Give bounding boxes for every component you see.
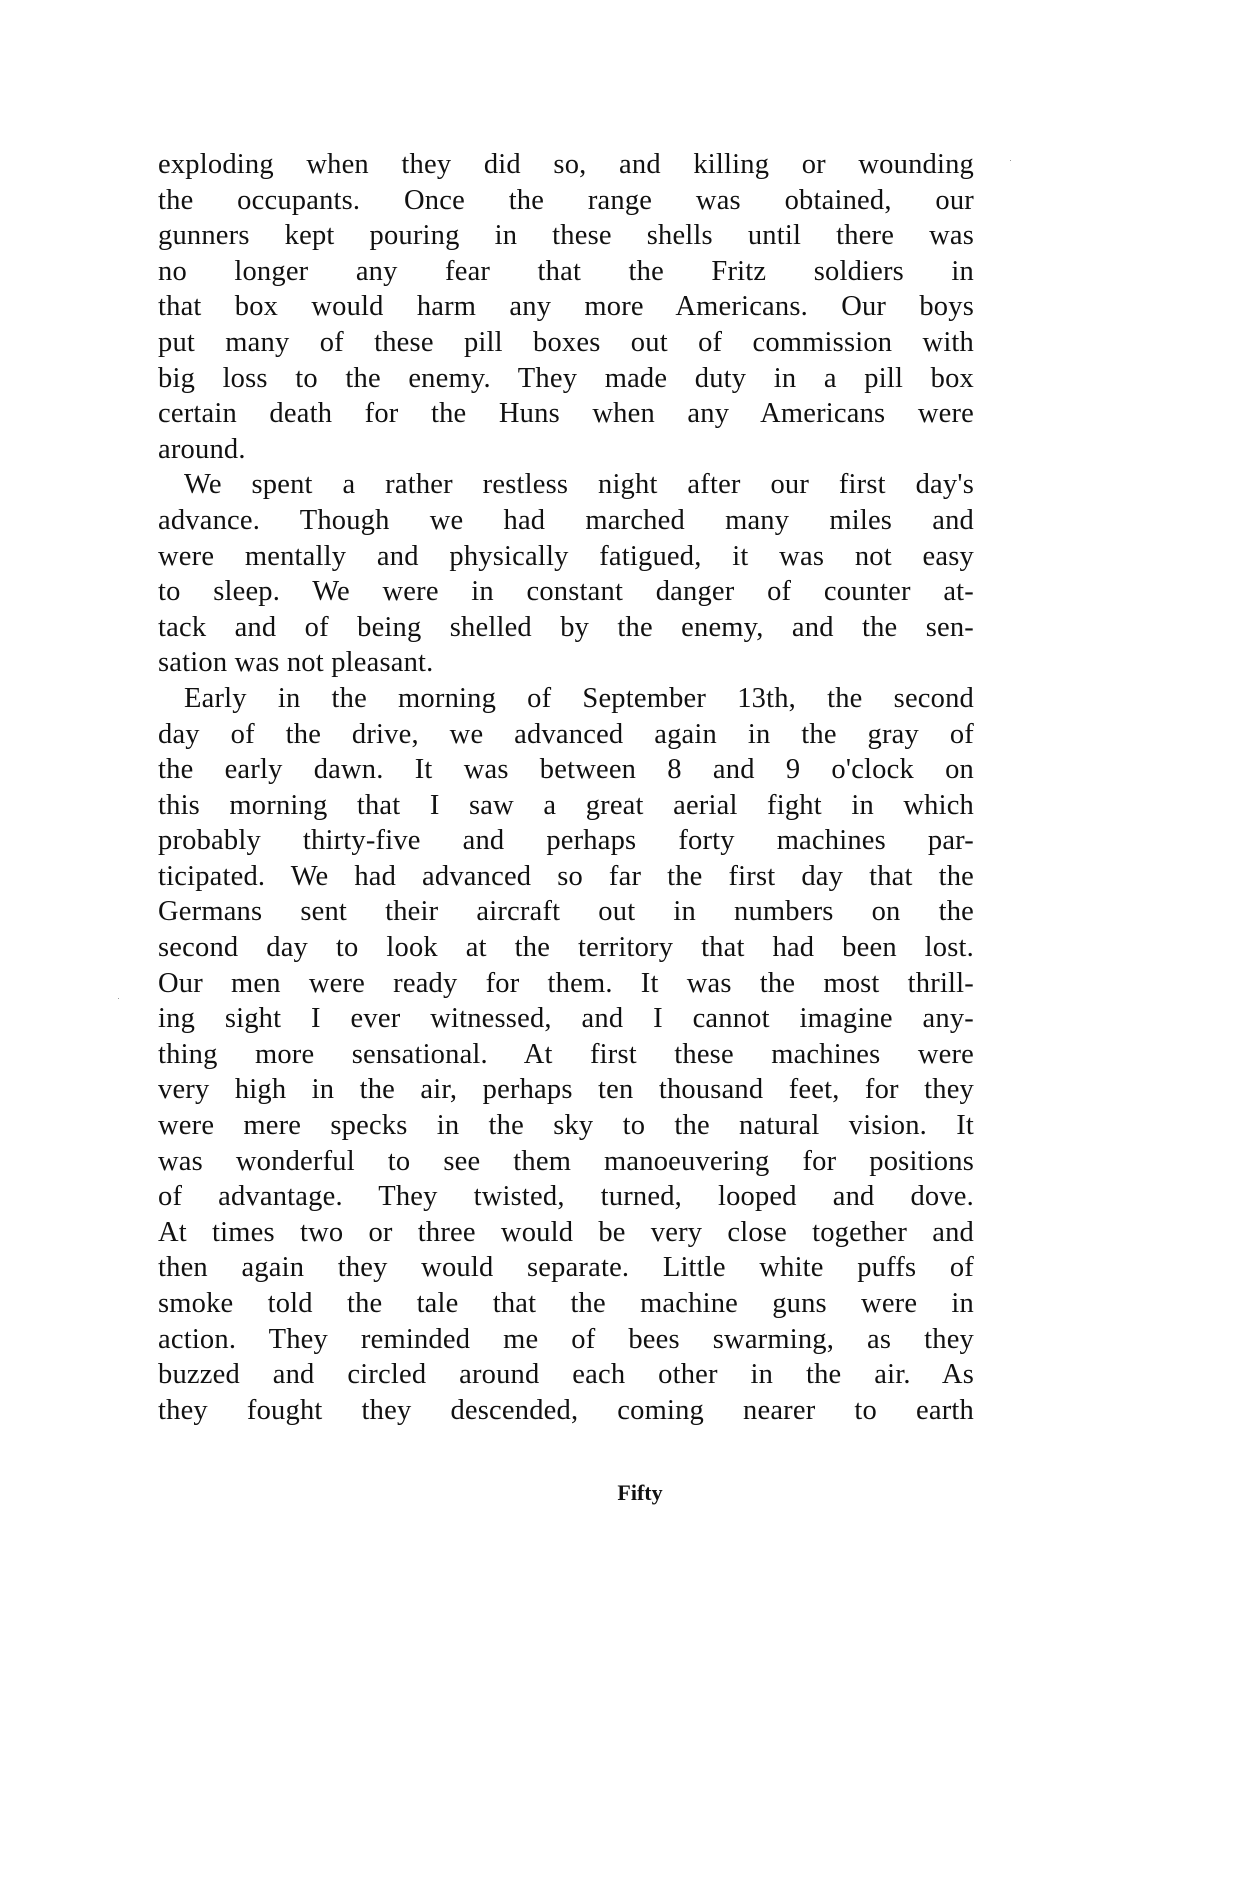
text-line: second day to look at the territory that had been lost. bbox=[158, 932, 974, 964]
text-line: tack and of being shelled by the enemy, and the sen- bbox=[158, 611, 974, 643]
text-line: were mere specks in the sky to the natural vision. It bbox=[158, 1110, 974, 1142]
text-line: ing sight I ever witnessed, and I cannot imagine any- bbox=[158, 1003, 974, 1035]
text-line: Early in the morning of September 13th, the second bbox=[184, 682, 974, 714]
text-line: smoke told the tale that the machine guns were in bbox=[158, 1288, 974, 1319]
text-line: around. bbox=[158, 433, 246, 465]
text-line: this morning that I saw a great aerial fight in which bbox=[158, 789, 974, 821]
text-line: buzzed and circled around each other in the air. As bbox=[158, 1359, 974, 1391]
text-line: We spent a rather restless night after our first day's bbox=[184, 469, 974, 501]
paragraph bbox=[158, 681, 974, 1428]
body-text bbox=[158, 147, 974, 1428]
text-line: Our men were ready for them. It was the most thrill- bbox=[158, 967, 974, 999]
paragraph bbox=[158, 147, 974, 467]
text-line: of advantage. They twisted, turned, looped and dove. bbox=[158, 1181, 974, 1213]
text-line: certain death for the Huns when any Americans were bbox=[158, 398, 974, 430]
text-line: thing more sensational. At first these machines were bbox=[158, 1038, 974, 1070]
text-line: no longer any fear that the Fritz soldiers in bbox=[158, 255, 974, 287]
text-line: exploding when they did so, and killing or wounding bbox=[158, 149, 974, 180]
text-line: the occupants. Once the range was obtained, our bbox=[158, 184, 974, 216]
text-line: action. They reminded me of bees swarming, as they bbox=[158, 1323, 974, 1355]
text-line: very high in the air, perhaps ten thousand feet, for they bbox=[158, 1074, 974, 1106]
text-line: day of the drive, we advanced again in the gray of bbox=[158, 718, 974, 750]
paragraph bbox=[158, 467, 974, 681]
text-line: big loss to the enemy. They made duty in a pill box bbox=[158, 362, 974, 394]
text-line: to sleep. We were in constant danger of counter at- bbox=[158, 576, 974, 608]
text-line: put many of these pill boxes out of commission with bbox=[158, 326, 974, 358]
text-line: Germans sent their aircraft out in numbers on the bbox=[158, 896, 974, 928]
text-line: was wonderful to see them manoeuvering for positions bbox=[158, 1145, 974, 1177]
text-line: sation was not pleasant. bbox=[158, 647, 434, 679]
text-line: then again they would separate. Little white puffs of bbox=[158, 1252, 974, 1284]
scan-speck bbox=[118, 998, 119, 999]
scan-speck bbox=[1010, 160, 1011, 161]
text-line: that box would harm any more Americans. Our boys bbox=[158, 291, 974, 323]
text-line: At times two or three would be very close together and bbox=[158, 1216, 974, 1248]
text-line: gunners kept pouring in these shells until there was bbox=[158, 220, 974, 252]
page-number: Fifty bbox=[617, 1480, 663, 1505]
text-line: ticipated. We had advanced so far the first day that the bbox=[158, 860, 974, 892]
text-line: they fought they descended, coming nearer to earth bbox=[158, 1394, 974, 1426]
text-line: were mentally and physically fatigued, it was not easy bbox=[158, 540, 974, 572]
text-line: the early dawn. It was between 8 and 9 o'clock on bbox=[158, 754, 974, 786]
text-line: probably thirty-five and perhaps forty machines par- bbox=[158, 825, 974, 857]
text-line: advance. Though we had marched many miles and bbox=[158, 504, 974, 536]
